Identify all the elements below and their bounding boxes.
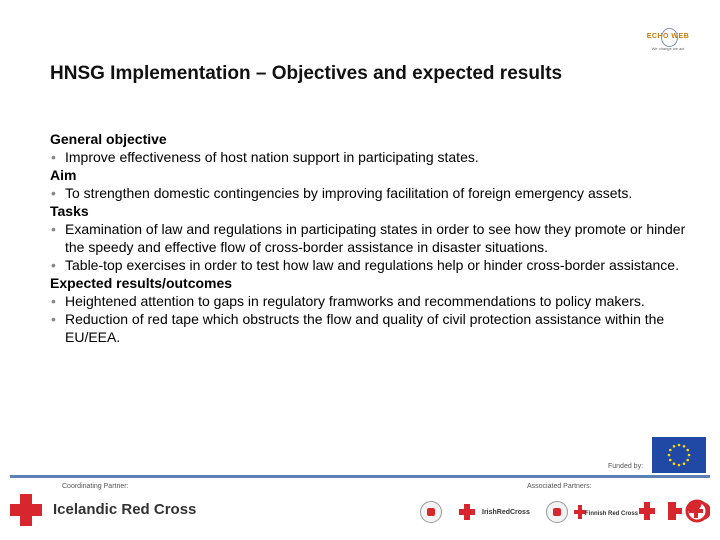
red-cross-icon bbox=[8, 492, 44, 528]
echo-logo bbox=[640, 26, 696, 56]
echo-logo-mark: ECHO WEB bbox=[640, 26, 696, 48]
ifrc-emblem-icon bbox=[664, 498, 710, 529]
partner-seal-2-icon bbox=[546, 501, 568, 523]
bullet-item: • Improve effectiveness of host nation support in participating states. bbox=[50, 148, 690, 166]
bullet-item: • Table-top exercises in order to test how law and regulations help or hinder cross-border assistance. bbox=[50, 256, 690, 274]
bullet-item: • Heightened attention to gaps in regulatory framworks and recommendations to policy makers. bbox=[50, 292, 690, 310]
partner-irish-red-cross: IrishRedCross bbox=[482, 509, 530, 516]
bullet-item: • To strengthen domestic contingencies by improving facilitation of foreign emergency assets. bbox=[50, 184, 690, 202]
echo-logo-tagline: We change we act bbox=[651, 46, 685, 51]
bullet-item: • Examination of law and regulations in participating states in order to see how they promote or hinder the speedy and effective flow of cross-border assistance in disaster situations. bbox=[50, 220, 690, 256]
associated-partners-label: Associated Partners: bbox=[527, 483, 592, 490]
coordinator-name: Icelandic Red Cross bbox=[53, 501, 197, 518]
eu-flag-icon bbox=[652, 437, 706, 473]
content-body bbox=[50, 130, 690, 346]
heading-aim: Aim bbox=[50, 167, 77, 183]
funded-by-label: Funded by: bbox=[608, 463, 644, 470]
heading-tasks: Tasks bbox=[50, 203, 89, 219]
bullet-item: • Reduction of red tape which obstructs the flow and quality of civil protection assistance within the EU/EEA. bbox=[50, 310, 690, 346]
footer-divider bbox=[10, 475, 710, 478]
red-cross-small-icon bbox=[458, 503, 476, 526]
partner-seal-1-icon bbox=[420, 501, 442, 523]
page-title: HNSG Implementation – Objectives and expected results bbox=[50, 63, 563, 84]
partner-finnish-red-cross: Finnish Red Cross bbox=[585, 511, 639, 517]
heading-general-objective: General objective bbox=[50, 131, 167, 147]
red-cross-small-icon bbox=[639, 501, 655, 526]
coordinating-partner-label: Coordinating Partner: bbox=[62, 483, 129, 490]
heading-expected-results: Expected results/outcomes bbox=[50, 275, 233, 291]
